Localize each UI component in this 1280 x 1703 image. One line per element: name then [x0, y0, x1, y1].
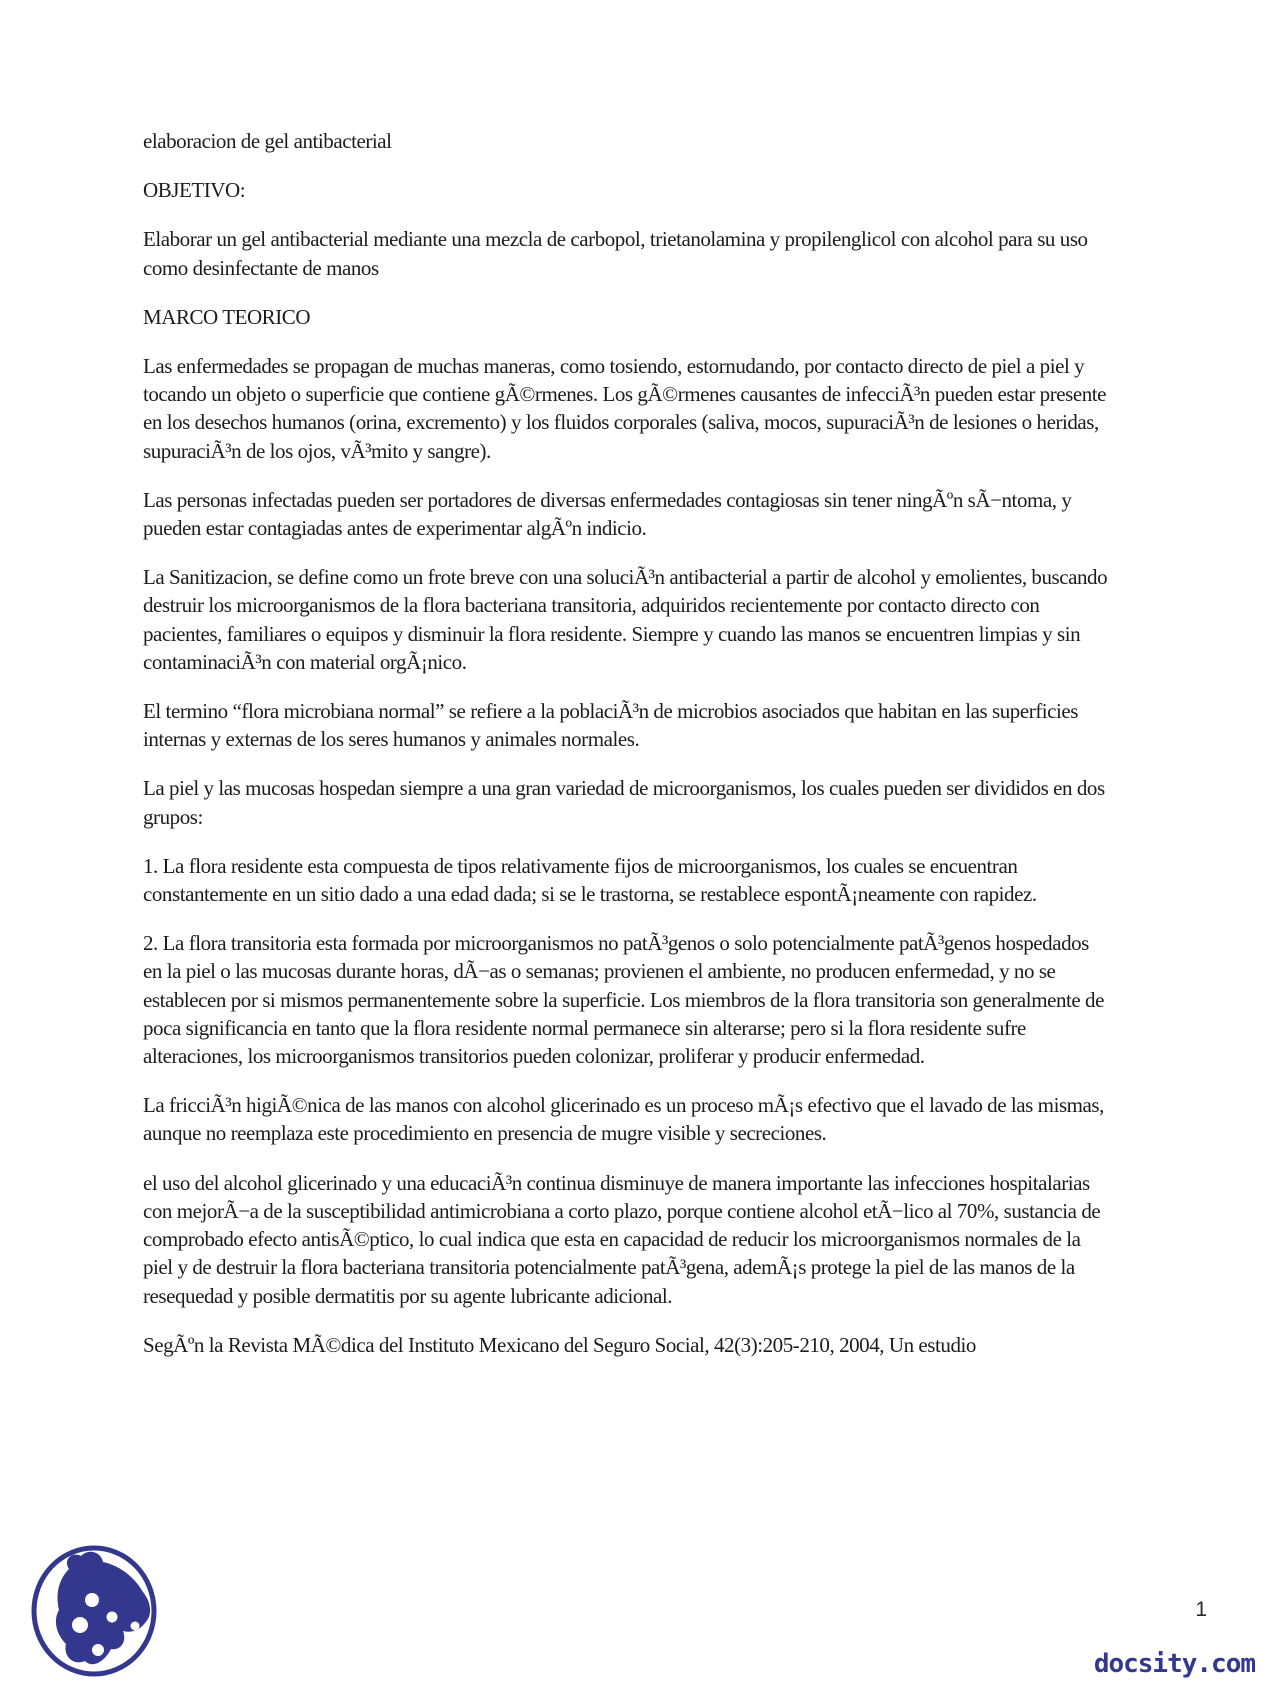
paragraph-flora-normal: El termino “flora microbiana normal” se refiere a la poblaciÃ³n de microbios asociados que habitan en las superficies internas y externas de los seres humanos y animales normales.	[143, 699, 1079, 752]
paragraph-objetivo: Elaborar un gel antibacterial mediante una mezcla de carbopol, trietanolamina y propilenglicol con alcohol para su uso como desinfectante de manos	[143, 227, 1088, 280]
document-body	[143, 127, 1108, 1380]
paragraph-portadores: Las personas infectadas pueden ser portadores de diversas enfermedades contagiosas sin tener ningÃºn sÃ−ntoma, y pueden estar contagiadas antes de experimentar algÃºn indicio.	[143, 487, 1072, 541]
docsity-logo-icon	[25, 1535, 165, 1695]
paragraph-revista-medica: SegÃºn la Revista MÃ©dica del Instituto Mexicano del Seguro Social, 42(3):205-210, 2004, Un estudio	[143, 1332, 976, 1357]
heading-marco-teorico: MARCO TEORICO	[143, 304, 311, 329]
paragraph-flora-transitoria: 2. La flora transitoria esta formada por microorganismos no patÃ³genos o solo potencialmente patÃ³genos hospedados en la piel o las mucosas durante horas, dÃ−as o semanas; provienen el ambiente, no producen enfermedad, y no se establecen por si mismos permanentemente sobre la superficie. Los miembros de la flora transitoria son generalmente de poca significancia en tanto que la flora residente normal permanece sin alterarse; pero si la flora residente sufre alteraciones, los microorganismos transitorios pueden colonizar, proliferar y producir enfermedad.	[143, 931, 1104, 1069]
docsity-brand-link[interactable]: docsity.com	[1093, 1649, 1255, 1679]
paragraph-sanitizacion: La Sanitizacion, se define como un frote breve con una soluciÃ³n antibacterial a partir de alcohol y emolientes, buscando destruir los microorganismos de la flora bacteriana transitoria, adquiridos recientemente por contacto directo con pacientes, familiares o equipos y disminuir la flora residente. Siempre y cuando las manos se encuentren limpias y sin contaminaciÃ³n con material orgÃ¡nico.	[143, 565, 1108, 674]
doc-title: elaboracion de gel antibacterial	[143, 129, 392, 153]
heading-objetivo: OBJETIVO:	[143, 178, 246, 203]
paragraph-flora-residente: 1. La flora residente esta compuesta de tipos relativamente fijos de microorganismos, los cuales se encuentran constantemente en un sitio dado a una edad dada; si se le trastorna, se restablece espontÃ¡neamente con rapidez.	[143, 853, 1037, 907]
paragraph-piel-mucosas: La piel y las mucosas hospedan siempre a una gran variedad de microorganismos, los cuales pueden ser divididos en dos grupos:	[143, 776, 1105, 829]
paragraph-friccion-higienica: La fricciÃ³n higiÃ©nica de las manos con alcohol glicerinado es un proceso mÃ¡s efectivo que el lavado de las mismas, aunque no reemplaza este procedimiento en presencia de mugre visible y secreciones.	[143, 1093, 1104, 1146]
paragraph-propagacion: Las enfermedades se propagan de muchas maneras, como tosiendo, estornudando, por contacto directo de piel a piel y tocando un objeto o superficie que contiene gÃ©rmenes. Los gÃ©rmenes causantes de infecciÃ³n pueden estar presente en los desechos humanos (orina, excremento) y los fluidos corporales (saliva, mocos, supuraciÃ³n de lesiones o heridas, supuraciÃ³n de los ojos, vÃ³mito y sangre).	[143, 354, 1107, 463]
page-number: 1	[1195, 1598, 1207, 1621]
paragraph-alcohol-glicerinado: el uso del alcohol glicerinado y una educaciÃ³n continua disminuye de manera importante las infecciones hospitalarias con mejorÃ−a de la susceptibilidad antimicrobiana a corto plazo, porque contiene alcohol etÃ−lico al 70%, sustancia de comprobado efecto antisÃ©ptico, lo cual indica que esta en capacidad de reducir los microorganismos normales de la piel y de destruir la flora bacteriana transitoria potencialmente patÃ³gena, ademÃ¡s protege la piel de las manos de la resequedad y posible dermatitis por su agente lubricante adicional.	[143, 1170, 1101, 1308]
